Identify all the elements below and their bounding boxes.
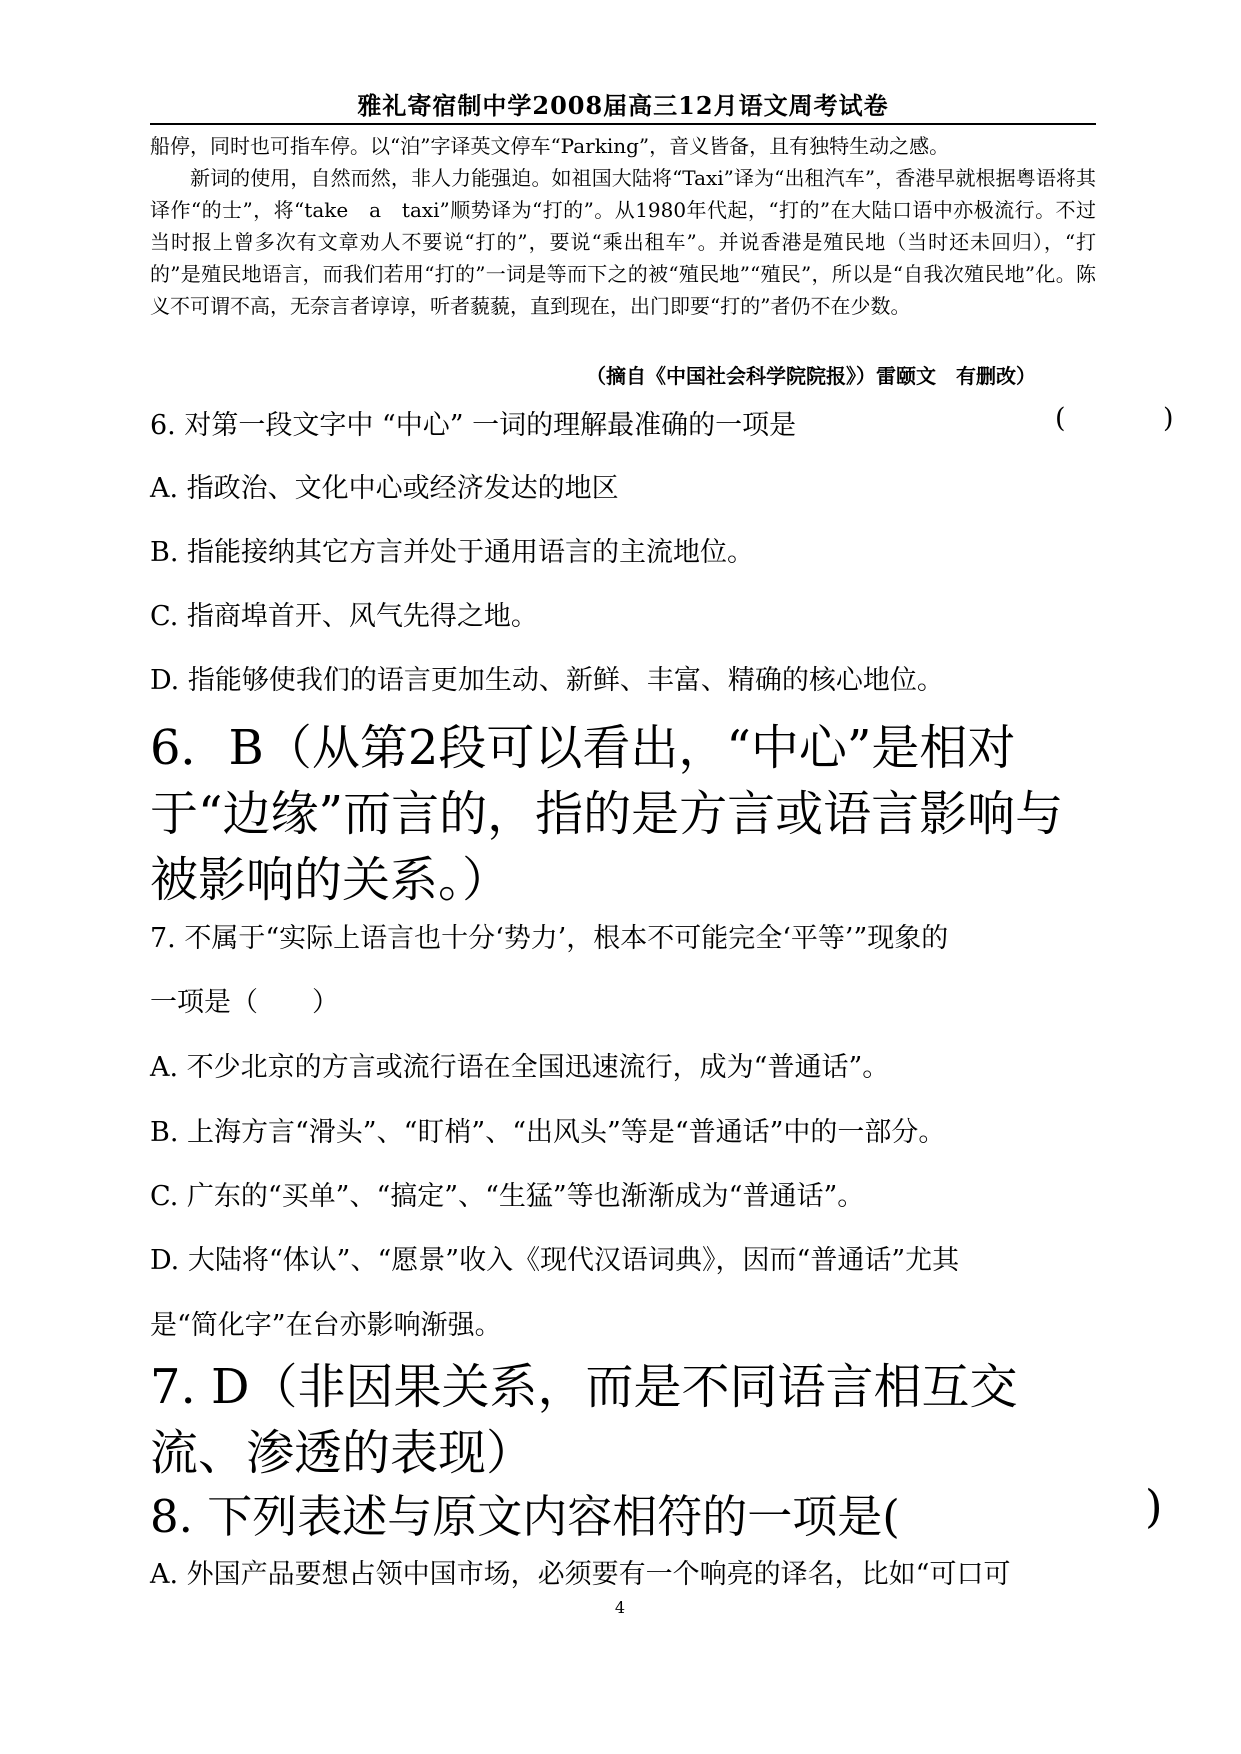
q7-option-d-continued: 是“简化字”在台亦影响渐强。 [150,1310,502,1341]
q7-option-d: D. 大陆将“体认”、“愿景”收入《现代汉语词典》，因而“普通话”尤其 [150,1245,960,1276]
q6-option-c: C. 指商埠首开、风气先得之地。 [150,601,538,632]
passage-source: （摘自《中国社会科学院院报》）雷颐文 有删改） [586,364,1036,388]
header-divider [150,123,1096,125]
q7-answer-explanation: 7. D（非因果关系，而是不同语言相互交流、渗透的表现） [150,1359,1018,1481]
q6-option-a: A. 指政治、文化中心或经济发达的地区 [150,473,619,504]
q6-answer-explanation: 6．B（从第2段可以看出，“中心”是相对于“边缘”而言的，指的是方言或语言影响与被影响的关系。） [150,720,1064,908]
q6-option-b: B. 指能接纳其它方言并处于通用语言的主流地位。 [150,537,755,568]
q8-answer-paren-close: ) [1145,1480,1163,1533]
q7-option-c: C. 广东的“买单”、“搞定”、“生猛”等也渐渐成为“普通话”。 [150,1181,865,1212]
q6-stem: 6. 对第一段文字中 “中心” 一词的理解最准确的一项是 [150,410,797,441]
q6-option-d: D. 指能够使我们的语言更加生动、新鲜、丰富、精确的核心地位。 [150,665,944,696]
passage-paragraph: 新词的使用，自然而然，非人力能强迫。如祖国大陆将“Taxi”译为“出租汽车”，香港早就根据粤语将其译作“的士”，将“take a taxi”顺势译为“打的”。从1980年代起，“打的”在大陆口语中亦极流行。不过当时报上曾多次有文章劝人不要说“打的”，要说“乘出租车”。并说香港是殖民地（当时还未回归），“打的”是殖民地语言，而我们若用“打的”一词是等而下之的被“殖民地”“殖民”，所以是“自我次殖民地”化。陈义不可谓不高，无奈言者谆谆，听者藐藐，直到现在，出门即要“打的”者仍不在少数。 [150,166,1096,318]
q6-answer-paren-close: ) [1163,403,1174,434]
q8-stem: 8. 下列表述与原文内容相符的一项是( [150,1490,900,1543]
q7-stem-line1: 7. 不属于“实际上语言也十分‘势力’，根本不可能完全‘平等’”现象的 [150,923,949,954]
q7-stem-line2: 一项是（ ） [150,987,339,1018]
q8-option-a: A. 外国产品要想占领中国市场，必须要有一个响亮的译名，比如“可口可 [150,1559,1011,1590]
q7-option-a: A. 不少北京的方言或流行语在全国迅速流行，成为“普通话”。 [150,1052,890,1083]
q6-answer-paren-open: ( [1055,403,1066,434]
passage-line: 船停，同时也可指车停。以“泊”字译英文停车“Parking”，音义皆备，且有独特生动之感。 [150,134,950,158]
page-header-title: 雅礼寄宿制中学2008届高三12月语文周考试卷 [357,91,889,120]
q7-option-b: B. 上海方言“滑头”、“盯梢”、“出风头”等是“普通话”中的一部分。 [150,1117,946,1148]
page-number: 4 [614,1598,626,1617]
